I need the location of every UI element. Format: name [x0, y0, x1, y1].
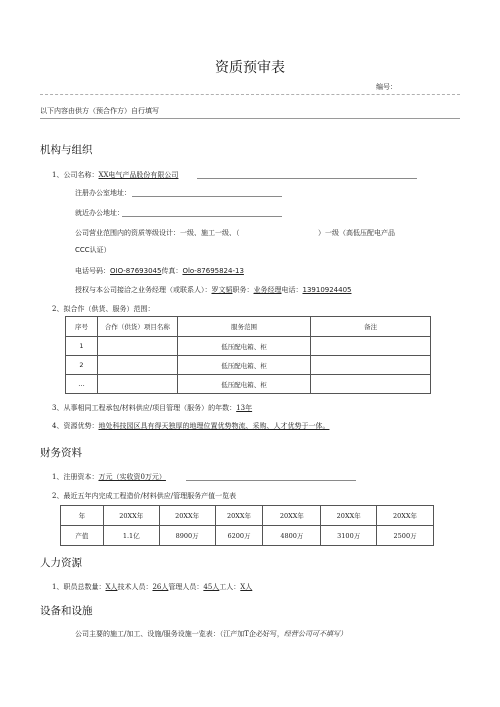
- advantage-label: 4、资源优势：: [52, 422, 99, 430]
- tech-staff-label: 技术人员：: [117, 583, 153, 591]
- intro-divider: [40, 118, 460, 119]
- output-cell: 8900万: [159, 526, 215, 546]
- nearby-office-label: 就近办公地址：: [75, 209, 124, 217]
- output-table-heading: 2、最近五年内完成工程造价/材料供应/管理服务产值一览表: [52, 492, 237, 500]
- section-title-org: 机构与组织: [40, 144, 93, 156]
- scope-cell: 低压配电箱、柜: [177, 356, 311, 375]
- output-header-cell: 20XX年: [263, 506, 321, 526]
- output-cell: 产值: [61, 526, 104, 546]
- phone-fax-row: [75, 266, 244, 276]
- contact-name: 罗文韬: [211, 286, 233, 294]
- scope-header-cell: 合作（供货）项目名称: [97, 317, 177, 337]
- serial-number-label: 编号：: [376, 83, 397, 91]
- company-name-value: XX电气产品股份有限公司: [98, 171, 179, 179]
- registered-office-field: [132, 196, 282, 197]
- header-divider: [40, 94, 460, 95]
- capital-underline: [186, 480, 356, 481]
- advantage-row: [52, 421, 329, 431]
- staff-total-value: X人: [105, 583, 118, 591]
- worker-label: 工人：: [219, 583, 241, 591]
- company-name-label: 1、公司名称：: [52, 171, 99, 179]
- page-title: 资质预审表: [215, 60, 285, 76]
- years-row: [52, 403, 252, 413]
- years-label: 3、从事相同工程承包/材料供应/项目管理（服务）的年数：: [52, 404, 237, 412]
- tel-value: 13910924405: [302, 286, 352, 294]
- equipment-note: 经营公司可不填写）: [283, 630, 347, 638]
- output-cell: 4800万: [263, 526, 321, 546]
- phone-value: OIO-87693045: [110, 267, 162, 275]
- scope-cell: [97, 375, 177, 394]
- mgmt-staff-label: 管理人员：: [168, 583, 204, 591]
- scope-header-cell: 序号: [66, 317, 98, 337]
- scope-cell: …: [66, 375, 98, 394]
- capital-label: 1、注册资本：: [52, 473, 99, 481]
- section-title-equipment: 设备和设施: [40, 605, 93, 617]
- section-title-hr: 人力资源: [40, 557, 82, 569]
- staff-row: [52, 582, 252, 592]
- scope-cell: 1: [66, 337, 98, 356]
- worker-value: X人: [240, 583, 253, 591]
- scope-cell: [97, 356, 177, 375]
- tech-staff-value: 26人: [152, 583, 169, 591]
- position-value: 业务经理: [253, 286, 282, 294]
- output-header-cell: 20XX年: [377, 506, 434, 526]
- section-title-finance: 财务资料: [40, 447, 82, 459]
- capital-row: [52, 472, 166, 482]
- years-value: 13年: [236, 404, 253, 412]
- contact-label: 授权与本公司接洽之业务经理（或联系人）：: [75, 286, 212, 294]
- scope-cell: [311, 375, 431, 394]
- qualification-line-1: [75, 228, 240, 238]
- phone-label: 电话号码：: [75, 267, 110, 275]
- scope-cell: [97, 337, 177, 356]
- advantage-value: 地处科技园区具有得天独厚的地理位置优势物流、采购、人才优势于一体。: [98, 422, 330, 430]
- output-cell: 3100万: [321, 526, 377, 546]
- table-row: [66, 375, 431, 394]
- output-header-cell: 20XX年: [103, 506, 159, 526]
- qualification-text: 公司营业范围内的资质等级设计：一级、施工一级、（: [75, 229, 240, 237]
- intro-text: 以下内容由供方（预合作方）自行填写: [40, 107, 159, 115]
- scope-cell: [311, 356, 431, 375]
- output-table: [60, 505, 434, 546]
- equipment-row: [75, 629, 347, 639]
- table-row: [66, 337, 431, 356]
- scope-header-cell: 备注: [311, 317, 431, 337]
- fax-label: 传真：: [161, 267, 183, 275]
- scope-cell: 低压配电箱、柜: [177, 337, 311, 356]
- scope-cell: [311, 337, 431, 356]
- scope-table-header: [66, 317, 431, 337]
- tel-label: 电话：: [281, 286, 303, 294]
- contact-row: [75, 285, 352, 295]
- output-header-cell: 年: [61, 506, 104, 526]
- nearby-office-field: [122, 216, 282, 217]
- output-header-cell: 20XX年: [321, 506, 377, 526]
- table-row: [61, 526, 434, 546]
- scope-cell: 低压配电箱、柜: [177, 375, 311, 394]
- company-name-underline: [197, 178, 417, 179]
- output-cell: 6200万: [215, 526, 263, 546]
- position-label: 职务：: [232, 286, 254, 294]
- registered-office-label: 注册办公室地址：: [75, 189, 131, 197]
- mgmt-staff-value: 45人: [203, 583, 220, 591]
- staff-total-label: 1、职员总数量：: [52, 583, 106, 591]
- table-row: [66, 356, 431, 375]
- output-cell: 1.1亿: [103, 526, 159, 546]
- output-header-cell: 20XX年: [159, 506, 215, 526]
- scope-cell: 2: [66, 356, 98, 375]
- fax-value: Olo-87695824-13: [182, 267, 244, 275]
- output-cell: 2500万: [377, 526, 434, 546]
- output-table-header: [61, 506, 434, 526]
- qualification-line-2: CCC认证）: [75, 246, 111, 254]
- company-name-row: [52, 170, 178, 180]
- scope-table: [65, 316, 431, 394]
- capital-value: 万元（实收资0万元）: [98, 473, 166, 481]
- output-header-cell: 20XX年: [215, 506, 263, 526]
- equipment-text: 公司主要的施工/加工、设施/服务设施一览表：（江产加T企必好写，: [75, 630, 284, 638]
- qualification-line-1-end: ）一级（高低压配电产品: [318, 229, 395, 237]
- scope-heading: 2、拟合作（供货、服务）范围：: [52, 305, 155, 313]
- scope-header-cell: 服务范围: [177, 317, 311, 337]
